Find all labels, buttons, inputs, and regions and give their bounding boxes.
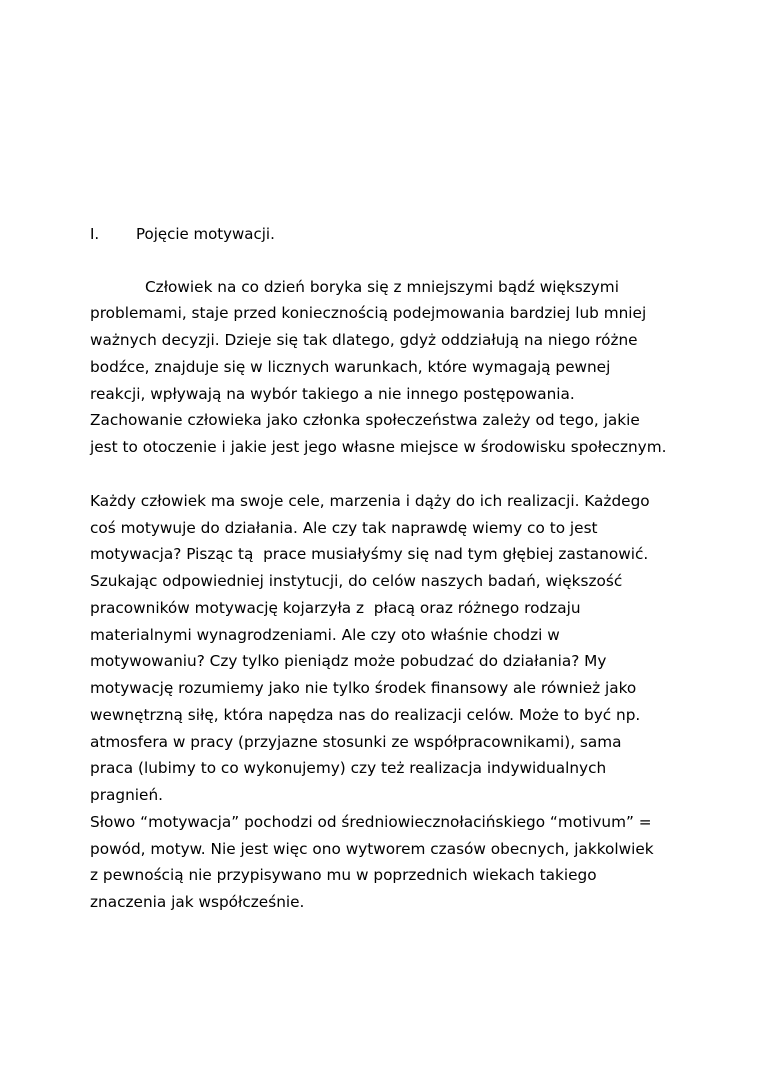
- paragraph-2-line-5: pracowników motywację kojarzyła z płacą oraz różnego rodzaju: [90, 599, 581, 617]
- paragraph-1-line-7: jest to otoczenie i jakie jest jego własne miejsce w środowisku społecznym.: [90, 438, 667, 456]
- paragraph-2-line-12: pragnień.: [90, 786, 163, 804]
- paragraph-2-line-11: praca (lubimy to co wykonujemy) czy też realizacja indywidualnych: [90, 759, 607, 777]
- paragraph-2-line-6: materialnymi wynagrodzeniami. Ale czy oto właśnie chodzi w: [90, 626, 560, 644]
- paragraph-3-line-3: z pewnością nie przypisywano mu w poprzednich wiekach takiego: [90, 866, 597, 884]
- section-number: I.: [90, 225, 100, 243]
- paragraph-3-line-1: Słowo “motywacja” pochodzi od średniowiecznołacińskiego “motivum” =: [90, 813, 652, 831]
- paragraph-2-line-9: wewnętrzną siłę, która napędza nas do realizacji celów. Może to być np.: [90, 706, 641, 724]
- paragraph-1-line-1: Człowiek na co dzień boryka się z mniejszymi bądź większymi: [145, 278, 619, 296]
- paragraph-2-line-8: motywację rozumiemy jako nie tylko środek finansowy ale również jako: [90, 679, 637, 697]
- paragraph-1-line-6: Zachowanie człowieka jako członka społeczeństwa zależy od tego, jakie: [90, 411, 640, 429]
- paragraph-2-line-1: Każdy człowiek ma swoje cele, marzenia i dąży do ich realizacji. Każdego: [90, 492, 650, 510]
- paragraph-3-line-4: znaczenia jak współcześnie.: [90, 893, 305, 911]
- section-heading: [90, 223, 275, 245]
- paragraph-1-line-5: reakcji, wpływają na wybór takiego a nie innego postępowania.: [90, 385, 575, 403]
- paragraph-1-line-3: ważnych decyzji. Dzieje się tak dlatego, gdyż oddziałują na niego różne: [90, 331, 638, 349]
- paragraph-2-line-10: atmosfera w pracy (przyjazne stosunki ze współpracownikami), sama: [90, 733, 622, 751]
- paragraph-2-line-3: motywacja? Pisząc tą prace musiałyśmy się nad tym głębiej zastanowić.: [90, 545, 649, 563]
- paragraph-1-line-4: bodźce, znajduje się w licznych warunkach, które wymagają pewnej: [90, 358, 611, 376]
- paragraph-2-line-2: coś motywuje do działania. Ale czy tak naprawdę wiemy co to jest: [90, 519, 598, 537]
- paragraph-2-line-7: motywowaniu? Czy tylko pieniądz może pobudzać do działania? My: [90, 652, 607, 670]
- paragraph-1-line-2: problemami, staje przed koniecznością podejmowania bardziej lub mniej: [90, 304, 647, 322]
- paragraph-3-line-2: powód, motyw. Nie jest więc ono wytworem czasów obecnych, jakkolwiek: [90, 840, 654, 858]
- section-title: Pojęcie motywacji.: [136, 225, 275, 243]
- paragraph-2-line-4: Szukając odpowiedniej instytucji, do celów naszych badań, większość: [90, 572, 623, 590]
